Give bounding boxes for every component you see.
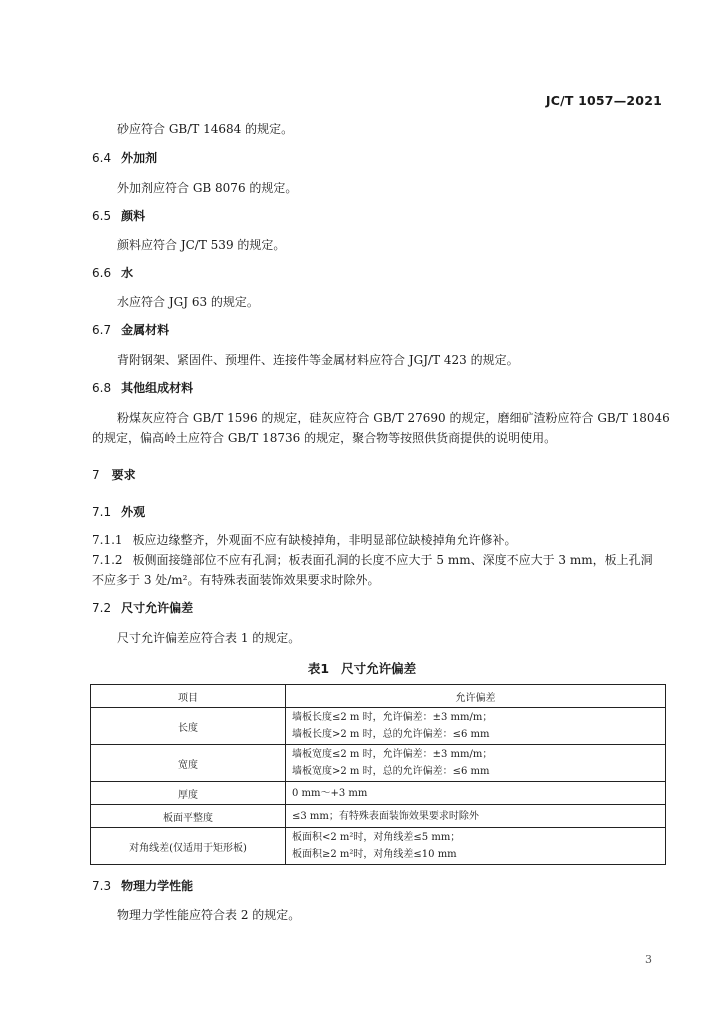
heading-title: 外观 — [121, 505, 146, 519]
table-row — [91, 745, 666, 782]
clause-6-3-continuation: 砂应符合 GB/T 14684 的规定。 — [117, 122, 294, 136]
tolerance-line: 0 mm～+3 mm — [292, 787, 368, 799]
row-tolerance — [286, 745, 666, 782]
row-tolerance — [286, 782, 666, 805]
heading-number: 6.7 — [92, 323, 112, 337]
tolerance-line: 墙板宽度≤2 m 时，允许偏差：±3 mm/m； — [292, 749, 493, 760]
row-item: 板面平整度 — [91, 805, 286, 828]
table-number: 表1 — [307, 661, 330, 676]
table-header-row — [91, 685, 666, 708]
clause-7-1-2-line-1 — [92, 552, 653, 568]
row-tolerance — [286, 805, 666, 828]
tolerance-line: 墙板长度≤2 m 时，允许偏差：±3 mm/m； — [292, 712, 493, 723]
row-tolerance — [286, 828, 666, 865]
heading-6-4 — [92, 150, 157, 166]
tolerance-line: 板面积≥2 m²时，对角线差≤10 mm — [292, 849, 457, 860]
heading-number: 7.1 — [92, 505, 112, 519]
table-row — [91, 828, 666, 865]
row-item: 厚度 — [91, 782, 286, 805]
heading-number: 6.4 — [92, 151, 112, 165]
clause-7-1-1 — [92, 532, 517, 548]
clause-6-8-line-1: 粉煤灰应符合 GB/T 1596 的规定，硅灰应符合 GB/T 27690 的规定，磨细矿渣粉应符合 GB/T 18046 — [117, 411, 670, 425]
table-row — [91, 708, 666, 745]
standard-code: JC/T 1057—2021 — [545, 93, 662, 108]
heading-7-3 — [92, 878, 193, 894]
clause-number: 7.1.1 — [92, 533, 123, 547]
table-1-title — [0, 659, 724, 677]
tolerance-line: ≤3 mm；有特殊表面装饰效果要求时除外 — [292, 810, 479, 822]
clause-6-6-text: 水应符合 JGJ 63 的规定。 — [117, 295, 259, 309]
heading-title: 金属材料 — [121, 323, 170, 337]
row-item: 宽度 — [91, 745, 286, 782]
row-item: 长度 — [91, 708, 286, 745]
clause-text: 板侧面接缝部位不应有孔洞；板表面孔洞的长度不应大于 5 mm、深度不应大于 3 mm，板上孔洞 — [132, 553, 653, 567]
heading-number: 6.5 — [92, 209, 112, 223]
heading-title: 要求 — [111, 468, 136, 482]
row-item: 对角线差(仅适用于矩形板) — [91, 828, 286, 865]
tolerance-line: 墙板长度>2 m 时，总的允许偏差：≤6 mm — [292, 729, 490, 740]
heading-7-1 — [92, 504, 145, 520]
clause-6-8-line-2: 的规定，偏高岭土应符合 GB/T 18736 的规定，聚合物等按照供货商提供的说明使用。 — [92, 431, 557, 445]
heading-6-5 — [92, 208, 145, 224]
clause-6-5-text: 颜料应符合 JC/T 539 的规定。 — [117, 238, 286, 252]
heading-6-7 — [92, 322, 169, 338]
heading-7 — [92, 467, 136, 483]
heading-number: 7 — [92, 468, 100, 482]
heading-number: 7.3 — [92, 879, 112, 893]
dimension-tolerance-table — [90, 684, 666, 865]
page-number: 3 — [645, 953, 652, 966]
table-row — [91, 805, 666, 828]
table-caption: 尺寸允许偏差 — [341, 661, 417, 676]
heading-title: 物理力学性能 — [121, 879, 194, 893]
heading-6-6 — [92, 265, 133, 281]
table-row — [91, 782, 666, 805]
clause-6-4-text: 外加剂应符合 GB 8076 的规定。 — [117, 181, 298, 195]
heading-7-2 — [92, 600, 193, 616]
heading-title: 其他组成材料 — [121, 381, 194, 395]
clause-7-2-text: 尺寸允许偏差应符合表 1 的规定。 — [117, 631, 301, 645]
clause-7-3-text: 物理力学性能应符合表 2 的规定。 — [117, 908, 301, 922]
row-tolerance — [286, 708, 666, 745]
heading-number: 6.6 — [92, 266, 112, 280]
heading-title: 颜料 — [121, 209, 146, 223]
heading-number: 6.8 — [92, 381, 112, 395]
heading-title: 外加剂 — [121, 151, 158, 165]
clause-6-7-text: 背附钢架、紧固件、预埋件、连接件等金属材料应符合 JGJ/T 423 的规定。 — [117, 353, 519, 367]
heading-6-8 — [92, 380, 193, 396]
heading-title: 水 — [121, 266, 134, 280]
heading-title: 尺寸允许偏差 — [121, 601, 194, 615]
column-header-item: 项目 — [91, 685, 286, 708]
heading-number: 7.2 — [92, 601, 112, 615]
clause-number: 7.1.2 — [92, 553, 123, 567]
tolerance-line: 板面积<2 m²时，对角线差≤5 mm； — [292, 832, 461, 843]
column-header-tolerance: 允许偏差 — [286, 685, 666, 708]
clause-text: 板应边缘整齐，外观面不应有缺棱掉角，非明显部位缺棱掉角允许修补。 — [132, 533, 517, 547]
clause-7-1-2-line-2: 不应多于 3 处/m²。有特殊表面装饰效果要求时除外。 — [92, 573, 380, 587]
tolerance-line: 墙板宽度>2 m 时，总的允许偏差：≤6 mm — [292, 766, 490, 777]
